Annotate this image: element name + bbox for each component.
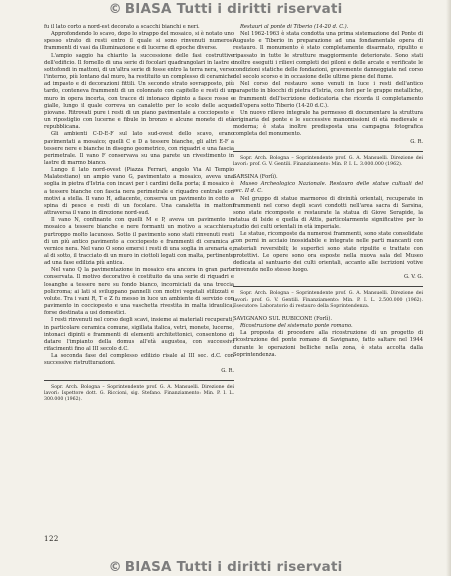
scan-edge-shadow: [446, 0, 451, 576]
watermark-top: [0, 1, 451, 17]
section1-paragraph-3: Un nuovo rilievo integrale ha permesso di documentare la struttura originaria del ponte e le successive manomissioni di età medievale e moderna; è stata inoltre predisposta una campagna fotografica completa del monumento.: [233, 109, 423, 138]
section2-paragraph-1: Nel gruppo di statue marmoree di divinità orientali, recuperate in frammenti nel corso degli scavi condotti nell'area sacra di Sarsina, sono state ricomposte e restaurate la statua di Giove Serapide, la statua di Iside e quella di Attis, particolarmente significative per lo studio dei culti orientali in età imperiale.: [233, 195, 423, 231]
section1-divider: [233, 151, 423, 152]
left-paragraph-5: Lungo il lato nord-ovest (Piazza Ferrari, angolo Via Al Tempio Malatestiano) un ampio vano G, pavimentato a mosaico, aveva una soglia in pietra d'Istria con incavi per i cardini della porta; il mosaico è a tessere bianche con fascia nera perimetrale e riquadro centrale con motivi a stella. Il vano H, adiacente, conserva un pavimento in cotto a spina di pesce e resti di un focolare. Una canaletta in mattoni attraversa il vano in direzione nord-sud.: [44, 167, 234, 217]
right-column: [233, 24, 423, 548]
section2-paragraph-2: Le statue, ricomposte da numerosi frammenti, sono state consolidate con perni in acciaio inossidabile e integrate nelle parti mancanti con materiali reversibili; le superfici sono state ripulite e trattate con protettivi. Le opere sono ora esposte nella nuova sala del Museo dedicata al santuario dei culti orientali, accanto alle iscrizioni votive rinvenute nello stesso luogo.: [233, 231, 423, 274]
watermark-bottom: [0, 559, 451, 575]
copyright-icon: ©: [108, 560, 122, 575]
left-bibliography: Sopr. Arch. Bologna – Soprintendente prof. G. A. Mansuelli. Direzione dei lavori: Ispettore dott. G. Riccioni, sig. Stefano. Finanziamento: Min. P. I. L. 300.000 (1962).: [44, 384, 234, 403]
left-paragraph-7: Nel vano Q la pavimentazione in mosaico era ancora in gran parte conservata. Il motivo decorativo è costituito da una serie di riquadri e losanghe a tessere nere su fondo bianco, incorniciati da una treccia policroma; ai lati si sviluppano pannelli con motivi vegetali stilizzati e volute. Tra i vani R, T e Z fu messo in luce un ambiente di servizio con pavimento in cocciopesto e una vaschetta rivestita in malta idraulica, forse destinata a usi domestici.: [44, 267, 234, 317]
section3-paragraph-1: La proposta di procedere alla ricostruzione di un progetto di ricostruzione del ponte romano di Savignano, fatto saltare nel 1944 durante le operazioni belliche nella zona, è stata accolta dalla Soprintendenza.: [233, 330, 423, 358]
left-paragraph-2: Approfondendo lo scavo, dopo lo strappo del mosaico, si è notato uno spesso strato di resti entro il quale si sono rinvenuti numerosi frammenti di vasi da illuminazione e di lucerne di epoche diverse.: [44, 31, 234, 52]
left-paragraph-4: Gli ambienti C-D-E-F sul lato sud-ovest dello scavo, erano pavimentati a mosaico; quelli C e D a tessere bianche, gli altri E-F a tessere nere e bianche in disegno geometrico, con riquadri e una fascia perimetrale. Il vano F conservava su una parete un rivestimento in lastre di marmo bianco.: [44, 131, 234, 166]
section2-heading: Museo Archeologico Nazionale. Restauro delle statue cultuali del sec. II d. C.: [233, 181, 423, 195]
left-column: [44, 24, 234, 514]
watermark-top-text: BIASA Tutti i diritti riservati: [124, 1, 343, 17]
copyright-icon: ©: [108, 2, 122, 17]
section1-heading: Restauri al ponte di Tiberio (14-20 d. C.).: [240, 24, 349, 30]
left-paragraph-1: fu il lato corto a nord-est decorato a scacchi bianchi e neri.: [44, 24, 200, 30]
section2-bibliography: Sopr. Arch. Bologna – Soprintendente prof. G. A. Mansuelli. Direzione dei lavori: prof. G. V. Gentili. Finanziamento: Min. P. I. L. 2.500.000 (1962). Esecutore: Laboratorio di restauro della Soprintendenza.: [233, 291, 423, 309]
left-signature: G. R.: [221, 367, 234, 374]
section1-signature: G. R.: [410, 138, 423, 145]
left-paragraph-3: L'ampio saggio ha chiarito la successione delle fasi costruttive dell'edificio. Il fornello di una serie di focolari quadrangolari in lastre e sottofondi in mattoni, di un'altra serie di fosse entro la terra nera, verso l'interno, più lontano dal muro, ha restituito un complesso di ceramiche ad impasto e di decorazioni fittili. Un secondo strato sovrapposto, più tardo, conteneva frammenti di un colonnato con capitello e resti di un muro in opera incerta, con tracce di intonaco dipinto a fasce rosse e gialle, lungo il quale correva un canaletto per lo scolo delle acque piovane. Ritrovati pure i resti di un piano pavimentale a cocciopesto e un ripostiglio con lucerne e fibule in bronzo e alcune monete di età repubblicana.: [44, 52, 234, 131]
left-divider: [44, 380, 234, 381]
section2-place-text: SARSINA (Forlì).: [233, 174, 278, 181]
section2-signature: G. V. G.: [404, 274, 423, 281]
page-number: 122: [44, 535, 59, 543]
left-paragraph-8: I resti rinvenuti nel corso degli scavi, insieme ai materiali recuperati, in particolare ceramica comune, sigillata italica, vetri, monete, lucerne, intonaci dipinti e frammenti di elementi architettonici, consentono di datare l'impianto della domus all'età augustea, con successivi rifacimenti fino al III secolo d.C.: [44, 317, 234, 353]
section2-place: [233, 174, 423, 181]
section2-divider: [233, 286, 423, 287]
section1-bibliography: Sopr. Arch. Bologna – Soprintendente prof. G. A. Mansuelli. Direzione dei lavori: prof. G. V. Gentili. Finanziamento: Min. P. I. L. 3.000.000 (1962).: [233, 155, 423, 167]
section3-place-text: SAVIGNANO SUL RUBICONE (Forlì).: [233, 316, 332, 323]
watermark-bottom-text: BIASA Tutti i diritti riservati: [124, 559, 343, 575]
section1-paragraph-2: Nel corso del restauro sono venuti in luce i resti dell'antico parapetto in blocchi di pietra d'Istria, con fori per le grappe metalliche, e frammenti dell'iscrizione dedicatoria che ricorda il completamento dell'opera sotto Tiberio (14-20 d.C.).: [233, 81, 423, 109]
section3-place: [233, 316, 423, 323]
left-paragraph-9: La seconda fase del complesso edilizio risale al III sec. d.C. con successive ristrutturazioni.: [44, 353, 234, 367]
left-paragraph-6: Il vano N, confinante con quelli M e P, aveva un pavimento in mosaico a tessere bianche e nere formanti un motivo a scacchiera, purtroppo molto lacunoso. Sotto il pavimento sono stati rinvenuti resti di un più antico pavimento a cocciopesto e frammenti di ceramica a vernice nera. Nel vano O sono emersi i resti di una soglia in arenaria e, al di sotto, il tracciato di un muro in ciottoli legati con malta, pertinente ad una fase edilizia più antica.: [44, 217, 234, 267]
section1-paragraph-1: Nel 1962-1963 è stata condotta una prima sistemazione del Ponte di Augusto e Tiberio in preparazione ad una fondamentale opera di restauro. Il monumento è stato completamente disarmato, ripulito e ripassato in tutte le strutture maggiormente deteriorate. Sono stati inoltre eseguiti i rilievi completi dei piloni e delle arcate e verificate le condizioni statiche delle fondazioni, gravemente danneggiate nel corso del secolo scorso e in occasione delle ultime piene del fiume.: [233, 31, 423, 81]
section3-heading: Ricostruzione del sistemato ponte romano.: [240, 323, 353, 330]
